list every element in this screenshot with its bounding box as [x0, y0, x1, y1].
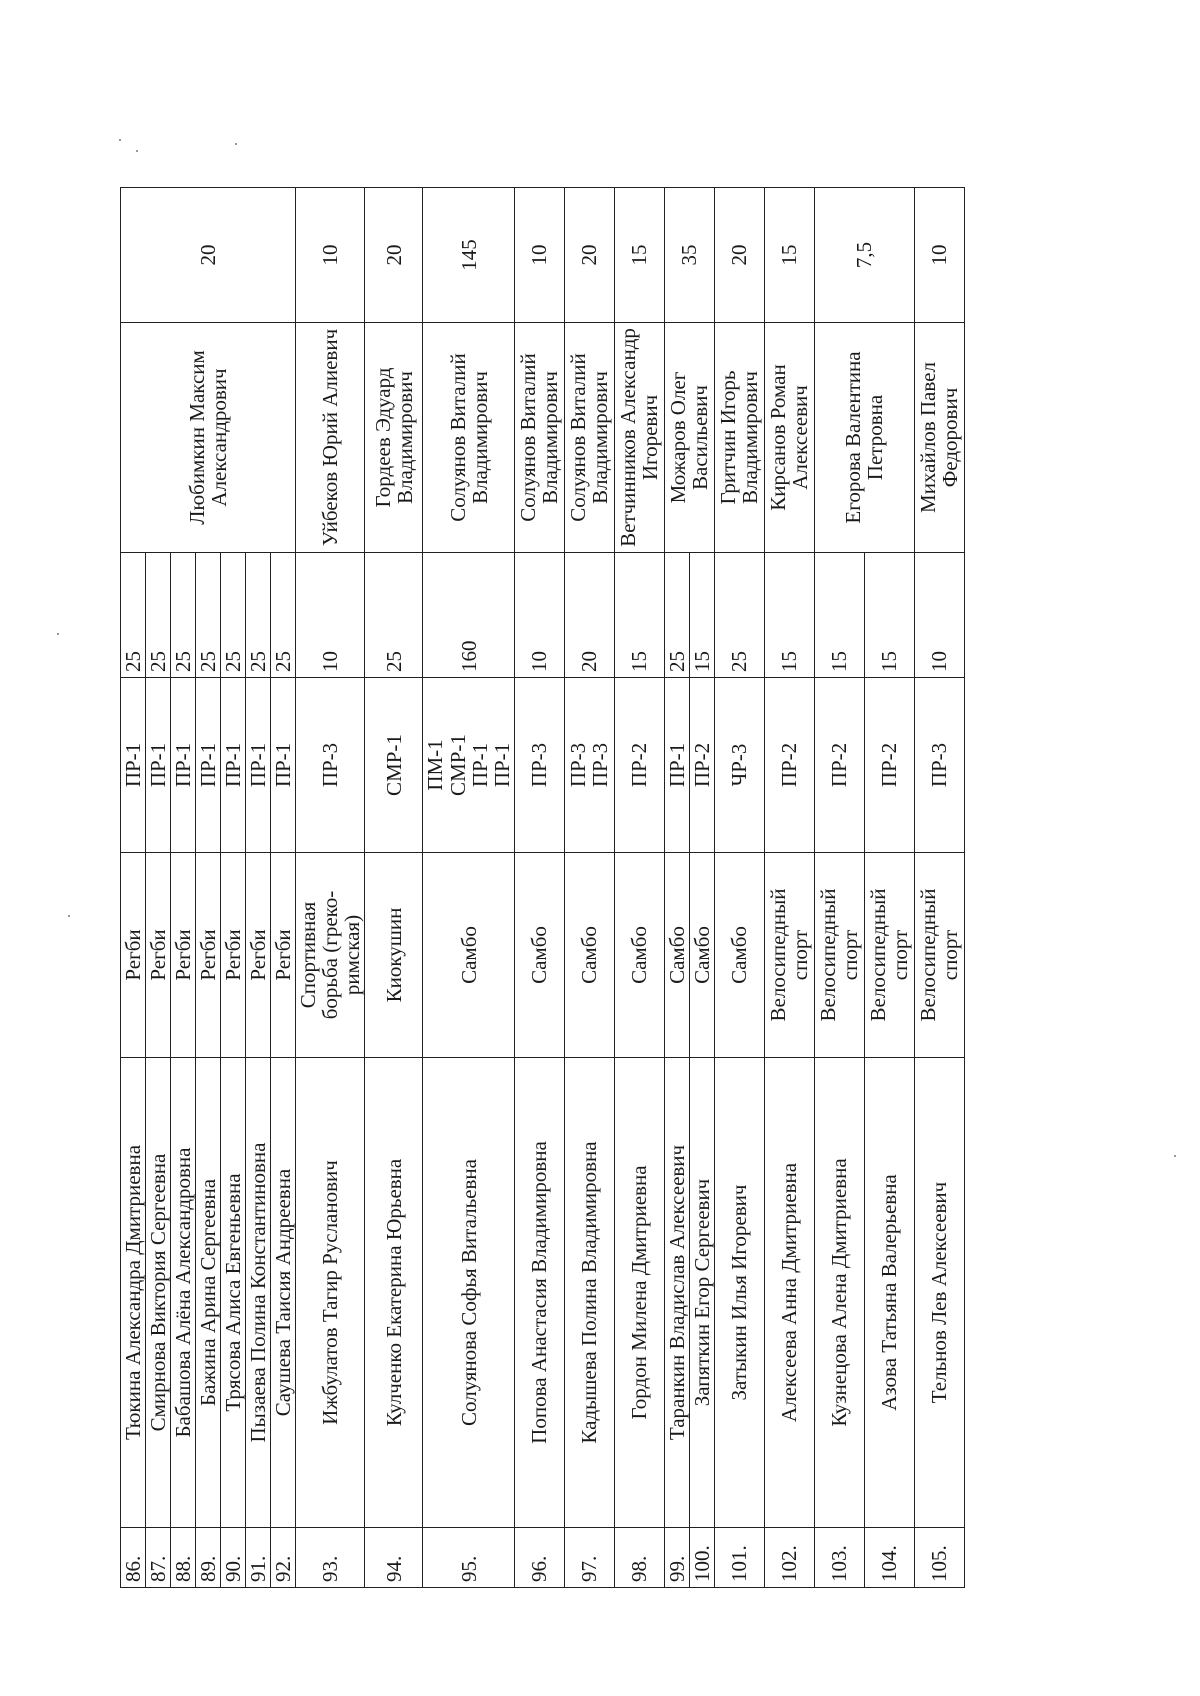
hours-value: 10: [514, 553, 564, 678]
hours-value: 25: [221, 553, 246, 678]
scan-speck: [68, 915, 70, 917]
coach-total: 10: [514, 188, 564, 323]
coach-name: [365, 323, 423, 553]
competition-rank: ПР-3: [914, 678, 964, 853]
sport-type: [296, 853, 365, 1058]
coach-total: 10: [296, 188, 365, 323]
sport-line: Велосипедный: [766, 888, 791, 1022]
competition-rank: ПР-2: [614, 678, 664, 853]
table-row: [296, 188, 365, 1588]
coach-line: Любимкин Максим: [185, 350, 210, 525]
row-number: 98.: [614, 1528, 664, 1588]
coach-line: Петровна: [863, 394, 888, 481]
competition-rank: ПР-1: [146, 678, 171, 853]
scan-speck: [235, 143, 237, 145]
coach-line: Гритчин Игорь: [716, 370, 741, 505]
sport-line: Велосипедный: [866, 888, 891, 1022]
table-row: [514, 188, 564, 1588]
sport-type: Самбо: [689, 853, 714, 1058]
athlete-name: Азова Татьяна Валерьевна: [864, 1058, 914, 1528]
hours-value: 15: [614, 553, 664, 678]
row-number: 88.: [171, 1528, 196, 1588]
athlete-name: Тельнов Лев Алексеевич: [914, 1058, 964, 1528]
athlete-name: Солуянова Софья Витальевна: [423, 1058, 514, 1528]
row-number: 91.: [246, 1528, 271, 1588]
table-row: [764, 188, 814, 1588]
athlete-name: Таранкин Владислав Алексеевич: [664, 1058, 689, 1528]
table-row: [914, 188, 964, 1588]
sport-line: Велосипедный: [916, 888, 941, 1022]
table-row: [664, 188, 689, 1588]
row-number: 102.: [764, 1528, 814, 1588]
coach-line: Михайлов Павел: [916, 362, 941, 513]
table-row: [814, 188, 864, 1588]
athlete-name: Гордон Милена Дмитриевна: [614, 1058, 664, 1528]
coach-total: 20: [714, 188, 764, 323]
sport-type: Регби: [246, 853, 271, 1058]
athlete-name: Кулченко Екатерина Юрьевна: [365, 1058, 423, 1528]
coach-total: 145: [423, 188, 514, 323]
competition-rank: ПР-1: [121, 678, 146, 853]
sport-type: [914, 853, 964, 1058]
scan-speck: [1174, 1155, 1176, 1157]
scan-speck: [119, 139, 121, 141]
coach-line: Алексеевич: [788, 385, 813, 490]
competition-rank: ПР-1: [664, 678, 689, 853]
coach-name: [764, 323, 814, 553]
sport-type: Самбо: [664, 853, 689, 1058]
hours-value: 20: [564, 553, 614, 678]
athletes-table: [120, 187, 965, 1588]
hours-value: 10: [914, 553, 964, 678]
table-row: [121, 188, 146, 1588]
athlete-name: Запяткин Егор Сергеевич: [689, 1058, 714, 1528]
competition-rank: ПР-2: [764, 678, 814, 853]
sport-line: спорт: [788, 929, 813, 981]
coach-name: [121, 323, 296, 553]
sport-line: Спортивная: [296, 901, 321, 1009]
coach-name: [564, 323, 614, 553]
coach-line: Ветчинников Александр: [616, 328, 641, 547]
sport-type: [864, 853, 914, 1058]
table-row: [423, 188, 514, 1588]
coach-total: 20: [121, 188, 296, 323]
competition-rank: ПР-1: [196, 678, 221, 853]
rank-line: СМР-1: [445, 734, 470, 796]
row-number: 103.: [814, 1528, 864, 1588]
coach-line: Солуянов Виталий: [445, 353, 470, 522]
row-number: 95.: [423, 1528, 514, 1588]
coach-name: [614, 323, 664, 553]
athlete-name: Трясова Алиса Евгеньевна: [221, 1058, 246, 1528]
coach-name: [814, 323, 914, 553]
hours-value: 160: [423, 553, 514, 678]
athlete-name: Кадышева Полина Владимировна: [564, 1058, 614, 1528]
coach-name: [714, 323, 764, 553]
coach-line: Егорова Валентина: [841, 351, 866, 524]
coach-line: Владимирович: [538, 371, 563, 504]
coach-line: Солуянов Виталий: [516, 353, 541, 522]
sport-type: [814, 853, 864, 1058]
competition-rank: ПР-1: [221, 678, 246, 853]
hours-value: 15: [764, 553, 814, 678]
competition-rank: ПР-2: [864, 678, 914, 853]
coach-total: 10: [914, 188, 964, 323]
coach-line: Владимирович: [467, 371, 492, 504]
table-row: [714, 188, 764, 1588]
coach-name: [514, 323, 564, 553]
row-number: 93.: [296, 1528, 365, 1588]
row-number: 104.: [864, 1528, 914, 1588]
hours-value: 25: [146, 553, 171, 678]
athlete-name: Попова Анастасия Владимировна: [514, 1058, 564, 1528]
hours-value: 15: [814, 553, 864, 678]
competition-rank: [564, 678, 614, 853]
row-number: 87.: [146, 1528, 171, 1588]
coach-name: [914, 323, 964, 553]
table-row: [614, 188, 664, 1588]
hours-value: 25: [246, 553, 271, 678]
coach-line: Федорович: [938, 387, 963, 488]
competition-rank: ПР-1: [171, 678, 196, 853]
sport-type: Регби: [196, 853, 221, 1058]
coach-total: 35: [664, 188, 714, 323]
hours-value: 25: [121, 553, 146, 678]
competition-rank: ПР-2: [814, 678, 864, 853]
row-number: 94.: [365, 1528, 423, 1588]
competition-rank: ПР-2: [689, 678, 714, 853]
hours-value: 15: [864, 553, 914, 678]
athlete-name: Тюкина Александра Дмитриевна: [121, 1058, 146, 1528]
competition-rank: ПР-1: [271, 678, 296, 853]
competition-rank: ЧР-3: [714, 678, 764, 853]
athlete-name: Алексеева Анна Дмитриевна: [764, 1058, 814, 1528]
sport-line: Велосипедный: [816, 888, 841, 1022]
scan-speck: [57, 633, 59, 635]
coach-line: Игоревич: [638, 394, 663, 481]
rotated-page: [120, 188, 1080, 1588]
sport-type: [764, 853, 814, 1058]
coach-line: Владимирович: [738, 371, 763, 504]
hours-value: 25: [664, 553, 689, 678]
hours-value: 25: [196, 553, 221, 678]
coach-name: [664, 323, 714, 553]
row-number: 100.: [689, 1528, 714, 1588]
coach-name: [296, 323, 365, 553]
row-number: 105.: [914, 1528, 964, 1588]
sport-line: спорт: [838, 929, 863, 981]
competition-rank: ПР-3: [514, 678, 564, 853]
rank-line: ПР-1: [467, 742, 492, 788]
scan-speck: [136, 150, 138, 152]
coach-total: 15: [764, 188, 814, 323]
coach-line: Уйбеков Юрий Алиевич: [318, 328, 343, 547]
row-number: 90.: [221, 1528, 246, 1588]
table-row: [564, 188, 614, 1588]
coach-line: Александрович: [207, 368, 232, 507]
athlete-name: Саушева Таисия Андреевна: [271, 1058, 296, 1528]
rank-line: ПР-3: [566, 742, 591, 788]
rank-line: ПР-1: [489, 742, 514, 788]
sport-type: Киокушин: [365, 853, 423, 1058]
hours-value: 15: [689, 553, 714, 678]
competition-rank: [423, 678, 514, 853]
sport-type: Самбо: [564, 853, 614, 1058]
row-number: 99.: [664, 1528, 689, 1588]
coach-total: 20: [564, 188, 614, 323]
coach-line: Гордеев Эдуард: [370, 367, 395, 508]
coach-line: Можаров Олег: [666, 371, 691, 504]
athlete-name: Затыкин Илья Игоревич: [714, 1058, 764, 1528]
sport-type: Регби: [221, 853, 246, 1058]
sport-type: Самбо: [423, 853, 514, 1058]
coach-total: 20: [365, 188, 423, 323]
athlete-name: Смирнова Виктория Сергеевна: [146, 1058, 171, 1528]
competition-rank: ПР-1: [246, 678, 271, 853]
sport-type: Регби: [271, 853, 296, 1058]
row-number: 97.: [564, 1528, 614, 1588]
athlete-name: Кузнецова Алена Дмитриевна: [814, 1058, 864, 1528]
coach-total: 7,5: [814, 188, 914, 323]
competition-rank: ПР-3: [296, 678, 365, 853]
coach-line: Солуянов Виталий: [566, 353, 591, 522]
athlete-name: Бабашова Алёна Александровна: [171, 1058, 196, 1528]
row-number: 92.: [271, 1528, 296, 1588]
coach-line: Владимирович: [588, 371, 613, 504]
competition-rank: СМР-1: [365, 678, 423, 853]
sport-line: спорт: [938, 929, 963, 981]
hours-value: 25: [271, 553, 296, 678]
row-number: 101.: [714, 1528, 764, 1588]
sport-type: Самбо: [614, 853, 664, 1058]
hours-value: 25: [171, 553, 196, 678]
hours-value: 10: [296, 553, 365, 678]
sport-type: Регби: [146, 853, 171, 1058]
rank-line: ПМ-1: [423, 739, 448, 791]
row-number: 86.: [121, 1528, 146, 1588]
athlete-name: Пызаева Полина Константиновна: [246, 1058, 271, 1528]
rank-line: ПР-3: [588, 742, 613, 788]
coach-line: Васильевич: [688, 385, 713, 490]
sport-type: Регби: [121, 853, 146, 1058]
row-number: 96.: [514, 1528, 564, 1588]
coach-total: 15: [614, 188, 664, 323]
athlete-name: Бажина Арина Сергеевна: [196, 1058, 221, 1528]
sport-type: Самбо: [514, 853, 564, 1058]
table-row: [365, 188, 423, 1588]
coach-name: [423, 323, 514, 553]
sport-line: римская): [340, 914, 365, 996]
sport-type: Регби: [171, 853, 196, 1058]
hours-value: 25: [365, 553, 423, 678]
hours-value: 25: [714, 553, 764, 678]
athlete-name: Ижбулатов Тагир Русланович: [296, 1058, 365, 1528]
sport-type: Самбо: [714, 853, 764, 1058]
row-number: 89.: [196, 1528, 221, 1588]
coach-line: Владимирович: [392, 371, 417, 504]
sport-line: борьба (греко-: [318, 890, 343, 1020]
sport-line: спорт: [888, 929, 913, 981]
coach-line: Кирсанов Роман: [766, 364, 791, 511]
